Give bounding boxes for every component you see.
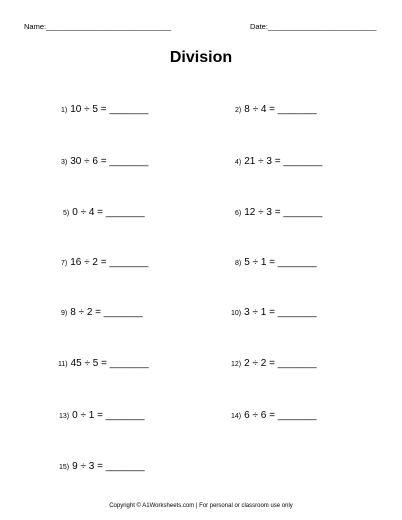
problem-5 bbox=[63, 202, 145, 220]
problem-number: 1) bbox=[61, 107, 68, 114]
problem-2 bbox=[235, 99, 317, 117]
problem-expression: 9 ÷ 3 = _______ bbox=[72, 461, 145, 472]
problem-number: 12) bbox=[231, 361, 242, 368]
problem-expression: 16 ÷ 2 = _______ bbox=[70, 257, 149, 268]
problem-number: 5) bbox=[63, 210, 70, 217]
problem-expression: 8 ÷ 4 = _______ bbox=[244, 104, 317, 115]
copyright-footer: Copyright © A1Worksheets.com | For personal or classroom use only bbox=[109, 503, 293, 509]
problem-expression: 21 ÷ 3 = _______ bbox=[244, 156, 323, 167]
page-title: Division bbox=[169, 49, 233, 66]
problem-expression: 0 ÷ 1 = _______ bbox=[72, 410, 145, 421]
problem-number: 3) bbox=[61, 159, 68, 166]
problem-3 bbox=[61, 151, 148, 169]
problem-number: 14) bbox=[231, 413, 242, 420]
problem-number: 13) bbox=[59, 413, 70, 420]
problem-13 bbox=[59, 405, 145, 423]
problem-number: 2) bbox=[235, 107, 242, 114]
problem-expression: 2 ÷ 2 = _______ bbox=[244, 358, 317, 369]
problem-10 bbox=[231, 302, 317, 320]
problem-8 bbox=[235, 252, 317, 270]
problem-expression: 12 ÷ 3 = _______ bbox=[244, 207, 323, 218]
problem-9 bbox=[61, 302, 143, 320]
problem-4 bbox=[235, 151, 322, 169]
problem-15 bbox=[59, 456, 145, 474]
problem-number: 6) bbox=[235, 210, 242, 217]
problem-expression: 0 ÷ 4 = _______ bbox=[72, 207, 145, 218]
problem-expression: 8 ÷ 2 = _______ bbox=[70, 307, 143, 318]
problem-number: 8) bbox=[235, 260, 242, 267]
problem-expression: 5 ÷ 1 = _______ bbox=[244, 257, 317, 268]
problem-number: 9) bbox=[61, 310, 68, 317]
problem-expression: 30 ÷ 6 = _______ bbox=[70, 156, 149, 167]
problem-7 bbox=[61, 252, 148, 270]
problem-expression: 10 ÷ 5 = _______ bbox=[70, 104, 149, 115]
problem-expression: 45 ÷ 5 = _______ bbox=[70, 358, 149, 369]
problem-expression: 3 ÷ 1 = _______ bbox=[244, 307, 317, 318]
problem-1 bbox=[61, 99, 148, 117]
problem-11 bbox=[58, 353, 149, 371]
problem-number: 7) bbox=[61, 260, 68, 267]
problem-expression: 6 ÷ 6 = _______ bbox=[244, 410, 317, 421]
problem-number: 4) bbox=[235, 159, 242, 166]
problem-number: 15) bbox=[59, 464, 70, 471]
problem-14 bbox=[231, 405, 317, 423]
date-field: Date:__________________________ bbox=[250, 22, 377, 31]
problem-number: 11) bbox=[58, 361, 68, 368]
problem-12 bbox=[231, 353, 317, 371]
name-field: Name:______________________________ bbox=[24, 22, 172, 31]
problem-6 bbox=[235, 202, 322, 220]
problem-number: 10) bbox=[231, 310, 242, 317]
